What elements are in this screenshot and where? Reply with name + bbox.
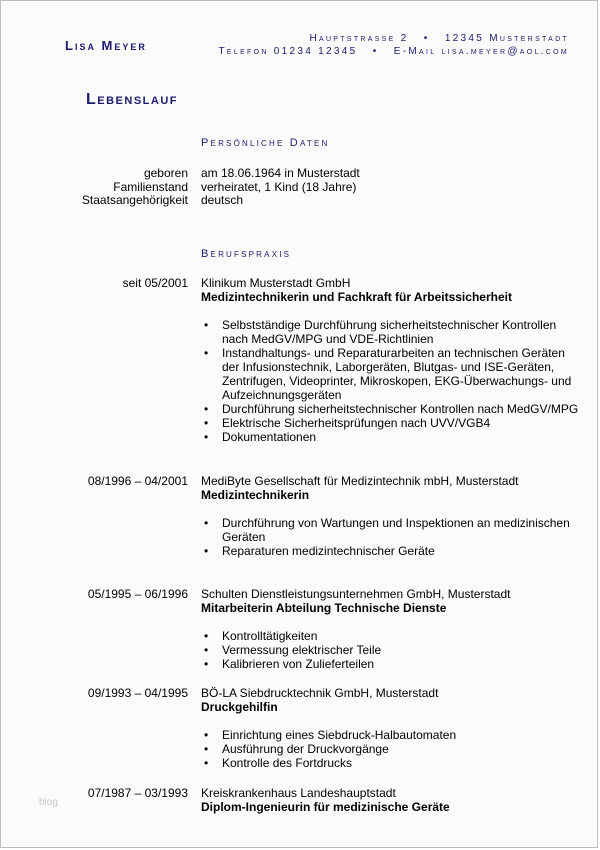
company-name: MediByte Gesellschaft für Medizintechnik mbH, Musterstadt [201,474,519,488]
phone-email-line: Telefon 01234 12345 • E-Mail lisa.meyer@aol.com [218,46,569,57]
contact-info [219,32,570,58]
task-text: Dokumentationen [222,430,317,444]
list-item [201,742,582,756]
task-text: Vermessung elektrischer Teile [222,643,382,657]
company-name: Schulten Dienstleistungsunternehmen GmbH, Musterstadt [201,587,511,601]
bullet-icon: • [204,416,209,430]
career-period: 09/1993 – 04/1995 [87,686,188,700]
task-text: Instandhaltungs- und Reparaturarbeiten an technischen Geräten der Infusionstechnik, Laborgeräten, Blutgas- und ISE-Geräten, Zentrifugen, Videoprinter, Mikroskopen, EKG-Überwachungs- und Aufzeichnungsgeräten [222,346,572,402]
bullet-icon: • [204,516,209,530]
bullet-icon: • [204,643,209,657]
task-text: Ausführung der Druckvorgänge [222,742,389,756]
career-period: 08/1996 – 04/2001 [87,474,188,488]
list-item [201,657,582,671]
career-details [201,276,581,444]
task-text: Reparaturen medizintechnischer Geräte [222,544,435,558]
task-text: Durchführung von Wartungen und Inspektionen an medizinischen Geräten [222,516,570,544]
job-position: Medizintechnikerin [201,488,310,502]
list-item [201,346,582,402]
job-position: Mitarbeiterin Abteilung Technische Dienste [201,601,447,615]
section-heading-career: Berufspraxis [201,248,292,260]
list-item [201,728,582,742]
company-name: Kreiskrankenhaus Landeshauptstadt [201,786,396,800]
career-details [201,474,581,558]
bullet-icon: • [204,756,209,770]
career-period: seit 05/2001 [122,276,188,290]
job-position: Medizintechnikerin und Fachkraft für Arbeitssicherheit [201,290,512,304]
task-text: Einrichtung eines Siebdruck-Halbautomaten [222,728,457,742]
list-item [201,629,582,643]
section-heading-personal: Persönliche Daten [201,137,330,149]
personal-label: Familienstand [113,180,188,194]
watermark: blog [39,797,58,808]
bullet-icon: • [204,742,209,756]
company-name: BÖ-LA Siebdrucktechnik GmbH, Musterstadt [201,686,439,700]
career-details [201,587,581,671]
list-item [201,318,582,346]
bullet-icon: • [204,402,209,416]
list-item [201,516,582,544]
list-item [201,756,582,770]
career-period: 05/1995 – 06/1996 [87,587,188,601]
bullet-icon: • [204,346,209,360]
list-item [201,544,582,558]
career-details [201,786,581,814]
list-item [201,416,582,430]
personal-label: geboren [143,166,188,180]
list-item [201,643,582,657]
bullet-icon: • [204,657,209,671]
list-item [201,402,582,416]
task-text: Kontrolle des Fortdrucks [222,756,353,770]
task-text: Elektrische Sicherheitsprüfungen nach UVV/VGB4 [222,416,491,430]
bullet-icon: • [204,430,209,444]
job-position: Druckgehilfin [201,700,278,714]
task-text: Kalibrieren von Zulieferteilen [222,657,375,671]
address-line: Hauptstrasse 2 • 12345 Musterstadt [309,33,569,44]
job-position: Diplom-Ingenieurin für medizinische Geräte [201,800,450,814]
career-period: 07/1987 – 03/1993 [87,786,188,800]
task-text: Durchführung sicherheitstechnischer Kontrollen nach MedGV/MPG [222,402,579,416]
task-text: Kontrolltätigkeiten [222,629,318,643]
bullet-icon: • [204,318,209,332]
personal-value: verheiratet, 1 Kind (18 Jahre) [201,180,357,194]
bullet-icon: • [204,728,209,742]
task-list [201,516,581,558]
bullet-icon: • [204,544,209,558]
personal-value: am 18.06.1964 in Musterstadt [201,166,360,180]
personal-label: Staatsangehörigkeit [81,193,188,207]
list-item [201,430,582,444]
company-name: Klinikum Musterstadt GmbH [201,276,351,290]
task-list [201,318,581,444]
personal-value: deutsch [201,193,244,207]
task-list [201,629,581,671]
bullet-icon: • [204,629,209,643]
document-title: Lebenslauf [86,91,178,108]
career-details [201,686,581,770]
task-text: Selbstständige Durchführung sicherheitstechnischer Kontrollen nach MedGV/MPG und VDE-Richtlinien [222,318,557,346]
applicant-name: Lisa Meyer [65,38,147,53]
task-list [201,728,581,770]
